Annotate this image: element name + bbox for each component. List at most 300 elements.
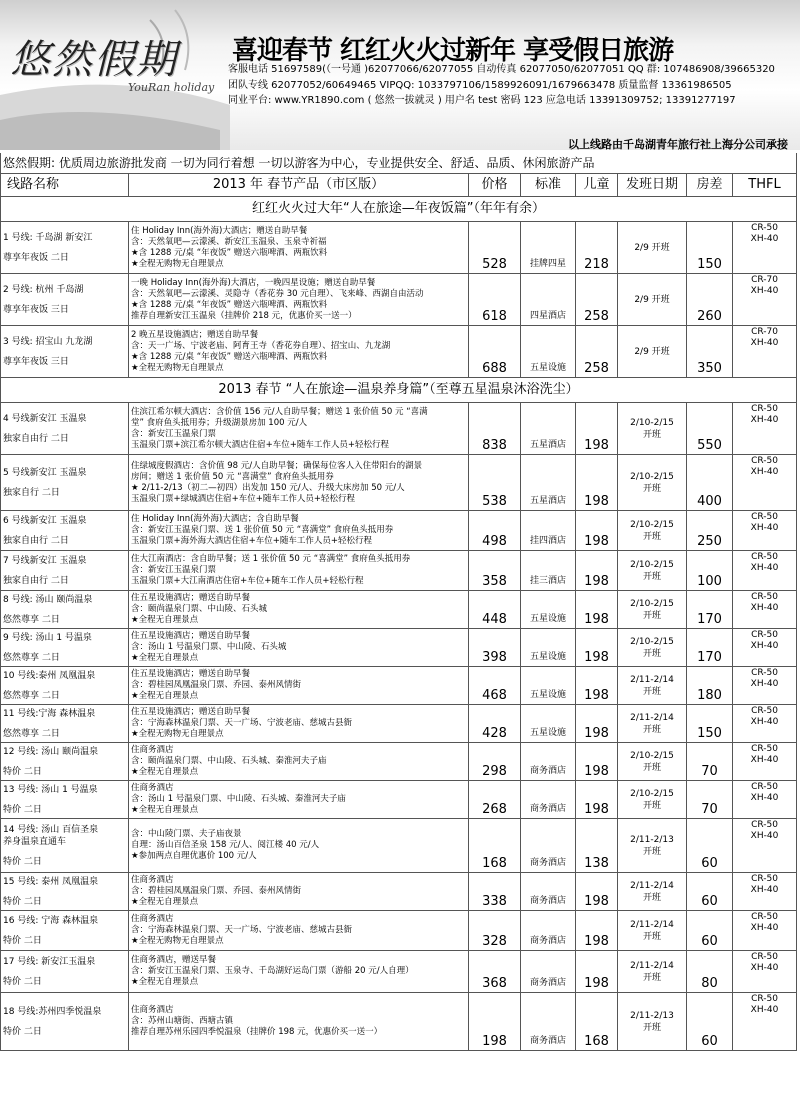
date-line: 开班 [642,931,661,942]
thfl-value: CR-50 [751,404,778,414]
thfl-cell [733,551,797,591]
route-type: 特价 二日 [3,976,42,987]
thfl-cell [733,951,797,993]
thfl-cell [733,629,797,667]
date-line: 2/11-2/14 [630,880,674,891]
thfl-value: XH-40 [750,755,779,765]
route-name: 15 号线: 泰州 凤凰温泉 [3,876,99,887]
route-type: 特价 二日 [3,766,42,777]
section-header-row [1,378,797,403]
date-line: 2/11-2/14 [630,674,674,685]
detail-line: 含：新安江玉温泉门票、送 1 张价值 50 元 “喜满堂” 食府鱼头抵用券 [131,525,394,535]
detail-line: ★全程无自理景点 [131,691,199,701]
route-type: 尊享年夜饭 二日 [3,252,69,263]
detail-line: 含：碧桂园凤凰温泉门票、乔园、泰州风情街 [131,680,302,690]
route-name-cell [1,629,129,667]
route-name-cell [1,274,129,326]
thfl-cell [733,511,797,551]
route-type: 尊享年夜饭 三日 [3,356,69,367]
price-value: 538 [469,455,521,511]
logo [10,28,225,118]
standard-value: 商务酒店 [521,951,576,993]
table-row [1,629,797,667]
section-title: 2013 春节 “人在旅途—温泉养身篇”（至尊五星温泉沐浴洗尘） [1,378,797,403]
child-price-value: 198 [576,551,618,591]
contact-info [228,62,775,109]
detail-line: 推荐自理新安江玉温泉（挂牌价 218 元，优惠价买一送一） [131,310,357,321]
route-name: 18 号线:苏州四季悦温泉 [3,1006,102,1017]
thfl-value: XH-40 [750,885,779,895]
detail-line: ★全程无购物无自理景点 [131,936,224,946]
date-line: 开班 [642,648,661,659]
price-value: 498 [469,511,521,551]
route-type: 特价 二日 [3,856,42,867]
info-row: 团队专线 62077052/60649465 VIPQQ: 1033797106/1589926091/1679663478 质量监督 13361986505 [228,79,732,91]
detail-line: 含：苏州山塘街、西塘古镇 [131,1016,234,1026]
detail-line: 含：天然氧吧—云濛溪、新安江玉温泉、玉泉寺祈福 [131,236,327,247]
standard-value: 商务酒店 [521,993,576,1051]
thfl-value: XH-40 [750,415,779,425]
banner-row [1,153,797,174]
table-row [1,743,797,781]
price-value: 328 [469,911,521,951]
route-name: 3 号线: 招宝山 九龙湖 [3,336,93,347]
col-child: 儿童 [576,174,618,197]
route-name: 7 号线新安江 玉温泉 [3,555,87,566]
route-type: 悠然尊享 二日 [3,652,60,663]
child-price-value: 198 [576,911,618,951]
detail-line: 住滨江希尔顿大酒店：含价值 156 元/人自助早餐；赠送 1 张价值 50 元 “喜满 [131,406,428,417]
detail-line: 住 Holiday Inn(海外海)大酒店；含自助早餐 [131,514,299,524]
route-name: 13 号线: 汤山 1 号温泉 [3,784,98,795]
date-line: 2/10-2/15 [630,788,674,799]
child-price-value: 258 [576,274,618,326]
detail-line: 自理：汤山百信圣泉 158 元/人、阅江楼 40 元/人 [131,840,320,850]
room-diff-value: 70 [687,743,733,781]
detail-line: 玉温泉门票+大江南酒店住宿+车位+随车工作人员+轻松行程 [131,576,364,586]
standard-value: 五星酒店 [521,403,576,455]
departure-date-cell [618,911,687,951]
date-line: 2/11-2/13 [630,1010,674,1021]
date-line: 开班 [642,800,661,811]
thfl-value: XH-40 [750,286,779,296]
route-details-cell [129,274,469,326]
thfl-value: CR-50 [751,744,778,754]
detail-line: 玉温泉门票+绿城酒店住宿+车位+随车工作人员+轻松行程 [131,493,355,504]
route-name: 14 号线: 汤山 百信圣泉 [3,824,99,835]
standard-value: 五星设施 [521,705,576,743]
route-name-cell [1,819,129,873]
departure-date-cell [618,403,687,455]
route-details-cell [129,911,469,951]
standard-value: 五星设施 [521,667,576,705]
date-line: 开班 [642,483,661,494]
date-line: 开班 [642,892,661,903]
route-name-cell [1,455,129,511]
route-details-cell [129,873,469,911]
route-type: 独家自由行 二日 [3,575,69,586]
route-name: 2 号线: 杭州 千岛湖 [3,284,84,295]
section-title: 红红火火过大年“人在旅途—年夜饭篇”（年年有余） [1,197,797,222]
departure-date-cell [618,511,687,551]
info-row: 客服电话 51697589(（一号通 )62077066/62077055 自动传真 62077050/62077051 QQ 群: 107486908/39665320 [228,64,775,75]
child-price-value: 198 [576,705,618,743]
table-row [1,591,797,629]
standard-value: 四星酒店 [521,274,576,326]
child-price-value: 218 [576,222,618,274]
standard-value: 五星设施 [521,629,576,667]
departure-date-cell [618,222,687,274]
detail-line: 房间；赠送 1 张价值 50 元 “喜满堂” 食府鱼头抵用券 [131,471,334,482]
price-value: 618 [469,274,521,326]
table-row [1,274,797,326]
route-name-cell [1,326,129,378]
detail-line: ★含 1288 元/桌 “年夜饭” 赠送六瓶啤酒、两瓶饮料 [131,247,328,258]
route-type: 特价 二日 [3,804,42,815]
route-type: 独家自行 二日 [3,487,60,498]
detail-line: ★全程无自理景点 [131,615,199,625]
thfl-cell [733,274,797,326]
headline: 喜迎春节 红红火火过新年 享受假日旅游 [232,36,674,66]
route-name: 12 号线: 汤山 颐尚温泉 [3,746,99,757]
date-line: 2/11-2/14 [630,712,674,723]
price-value: 298 [469,743,521,781]
header [0,0,800,150]
route-type: 特价 二日 [3,896,42,907]
date-line: 2/10-2/15 [630,519,674,530]
date-line: 开班 [642,846,661,857]
date-line: 2/10-2/15 [630,598,674,609]
thfl-cell [733,326,797,378]
detail-line: ★参加两点自理优惠价 100 元/人 [131,851,257,861]
col-thfl: THFL [733,174,797,197]
table-row [1,781,797,819]
thfl-value: XH-40 [750,523,779,533]
route-name-cell [1,222,129,274]
route-details-cell [129,629,469,667]
detail-line: 含：宁海森林温泉门票、天一广场、宁波老庙、慈城古县衙 [131,718,353,728]
route-name: 4 号线新安江 玉温泉 [3,413,87,424]
detail-line: 一晚 Holiday Inn(海外海)大酒店，一晚四星设施；赠送自助早餐 [131,277,376,288]
room-diff-value: 400 [687,455,733,511]
price-value: 168 [469,819,521,873]
date-line: 开班 [642,531,661,542]
header-row [1,174,797,197]
detail-line: 住商务酒店 [131,783,174,793]
room-diff-value: 60 [687,819,733,873]
standard-value: 商务酒店 [521,743,576,781]
route-type: 悠然尊享 二日 [3,728,60,739]
price-value: 368 [469,951,521,993]
route-details-cell [129,819,469,873]
detail-line: 住五星设施酒店；赠送自助早餐 [131,669,251,679]
route-name: 10 号线:泰州 凤凰温泉 [3,670,96,681]
route-details-cell [129,951,469,993]
detail-line: 含：天然氧吧—云濛溪、灵隐寺（香花券 30 元自理）、飞来峰、西湖自由活动 [131,288,424,299]
route-type: 特价 二日 [3,935,42,946]
detail-line: 玉温泉门票+海外海大酒店住宿+车位+随车工作人员+轻松行程 [131,536,372,546]
departure-date-cell [618,667,687,705]
route-details-cell [129,222,469,274]
route-name: 16 号线: 宁海 森林温泉 [3,915,99,926]
detail-line: ★全程无自理景点 [131,897,199,907]
departure-date-cell [618,551,687,591]
thfl-value: XH-40 [750,641,779,651]
route-name-cell [1,591,129,629]
route-name: 5 号线新安江 玉温泉 [3,467,87,478]
standard-value: 商务酒店 [521,819,576,873]
child-price-value: 198 [576,403,618,455]
detail-line: 含：天一广场、宁波老庙、阿育王寺（香花券自理）、招宝山、九龙湖 [131,340,391,351]
room-diff-value: 350 [687,326,733,378]
date-line: 2/10-2/15 [630,636,674,647]
departure-date-cell [618,781,687,819]
thfl-value: XH-40 [750,563,779,573]
detail-line: ★全程无购物无自理景点 [131,362,224,373]
table-row [1,911,797,951]
departure-date-cell [618,743,687,781]
thfl-cell [733,993,797,1051]
route-details-cell [129,591,469,629]
standard-value: 挂三酒店 [521,551,576,591]
date-line: 开班 [642,429,661,440]
date-line: 开班 [642,972,661,983]
detail-line: 住商务酒店 [131,745,174,755]
departure-date-cell [618,993,687,1051]
child-price-value: 258 [576,326,618,378]
room-diff-value: 100 [687,551,733,591]
col-name: 线路名称 [1,174,129,197]
operator-notice: 以上线路由千岛湖青年旅行社上海分公司承接 [568,138,788,150]
thfl-value: XH-40 [750,923,779,933]
price-value: 468 [469,667,521,705]
date-line: 2/10-2/15 [630,417,674,428]
route-type: 特价 二日 [3,1026,42,1037]
price-value: 338 [469,873,521,911]
thfl-cell [733,781,797,819]
thfl-value: CR-70 [751,275,778,285]
detail-line: 含：汤山 1 号温泉门票、中山陵、石头城、秦淮河夫子庙 [131,794,346,804]
detail-line: ★含 1288 元/桌 “年夜饭” 赠送六瓶啤酒、两瓶饮料 [131,299,328,310]
table-row [1,455,797,511]
departure-date-cell [618,819,687,873]
col-price: 价格 [469,174,521,197]
date-line: 2/9 开班 [634,242,670,253]
route-name: 11 号线:宁海 森林温泉 [3,708,96,719]
thfl-value: CR-50 [751,952,778,962]
detail-line: 含：颐尚温泉门票、中山陵、石头城、秦淮河夫子庙 [131,756,327,766]
banner-text: 悠然假期: 优质周边旅游批发商 一切为同行着想 一切以游客为中心，专业提供安全、舒适、品质、休闲旅游产品 [1,153,797,174]
room-diff-value: 150 [687,222,733,274]
route-details-cell [129,993,469,1051]
thfl-cell [733,455,797,511]
product-table [0,153,797,1051]
detail-line: 住商务酒店 [131,914,174,924]
thfl-value: CR-50 [751,630,778,640]
thfl-cell [733,705,797,743]
thfl-cell [733,222,797,274]
route-details-cell [129,511,469,551]
room-diff-value: 250 [687,511,733,551]
route-name-cell [1,911,129,951]
child-price-value: 198 [576,455,618,511]
thfl-cell [733,873,797,911]
price-value: 198 [469,993,521,1051]
price-value: 838 [469,403,521,455]
thfl-value: XH-40 [750,467,779,477]
table-row [1,993,797,1051]
thfl-value: XH-40 [750,603,779,613]
detail-line: 含：碧桂园凤凰温泉门票、乔园、泰州风情街 [131,886,302,896]
detail-line: 住五星设施酒店；赠送自助早餐 [131,707,251,717]
route-name-cell [1,511,129,551]
route-details-cell [129,743,469,781]
section-header-row [1,197,797,222]
thfl-value: CR-50 [751,456,778,466]
child-price-value: 198 [576,743,618,781]
room-diff-value: 550 [687,403,733,455]
table-row [1,819,797,873]
route-details-cell [129,551,469,591]
route-name-cell [1,743,129,781]
detail-line: 住商务酒店 [131,875,174,885]
price-value: 448 [469,591,521,629]
detail-line: 推荐自理苏州乐园四季悦温泉（挂牌价 198 元，优惠价买一送一） [131,1027,383,1037]
room-diff-value: 150 [687,705,733,743]
date-line: 2/9 开班 [634,346,670,357]
thfl-value: XH-40 [750,234,779,244]
col-date: 发班日期 [618,174,687,197]
route-name-cell [1,705,129,743]
price-value: 398 [469,629,521,667]
thfl-cell [733,819,797,873]
date-line: 2/11-2/14 [630,960,674,971]
detail-line: 含：中山陵门票、夫子庙夜景 [131,829,242,839]
route-name-cell [1,873,129,911]
route-details-cell [129,403,469,455]
table-row [1,511,797,551]
detail-line: 含：新安江玉温泉门票 [131,428,217,439]
thfl-value: CR-50 [751,592,778,602]
date-line: 开班 [642,724,661,735]
table-row [1,951,797,993]
thfl-value: CR-50 [751,223,778,233]
departure-date-cell [618,873,687,911]
table-row [1,403,797,455]
detail-line: 住五星设施酒店；赠送自助早餐 [131,593,251,603]
room-diff-value: 180 [687,667,733,705]
logo-text: 悠然假期 [10,37,178,83]
departure-date-cell [618,326,687,378]
date-line: 开班 [642,610,661,621]
route-name-cell [1,781,129,819]
standard-value: 商务酒店 [521,781,576,819]
route-type: 独家自由行 二日 [3,433,69,444]
table-row [1,326,797,378]
route-name: 6 号线新安江 玉温泉 [3,515,87,526]
room-diff-value: 260 [687,274,733,326]
date-line: 开班 [642,686,661,697]
departure-date-cell [618,455,687,511]
detail-line: ★ 2/11-2/13（初二—初四）出发加 150 元/人、升级大床房加 50 元/人 [131,482,405,493]
standard-value: 挂四酒店 [521,511,576,551]
thfl-value: CR-50 [751,706,778,716]
detail-line: 含：颐尚温泉门票、中山陵、石头城 [131,604,268,614]
date-line: 2/9 开班 [634,294,670,305]
price-value: 428 [469,705,521,743]
detail-line: ★全程无自理景点 [131,805,199,815]
route-type: 悠然尊享 二日 [3,614,60,625]
room-diff-value: 170 [687,629,733,667]
thfl-cell [733,403,797,455]
departure-date-cell [618,591,687,629]
col-product: 2013 年 春节产品（市区版） [129,174,469,197]
detail-line: 住商务酒店 [131,1005,174,1015]
standard-value: 商务酒店 [521,911,576,951]
departure-date-cell [618,629,687,667]
detail-line: 含：新安江玉温泉门票 [131,565,217,575]
room-diff-value: 70 [687,781,733,819]
detail-line: ★全程无自理景点 [131,977,199,987]
detail-line: 堂” 食府鱼头抵用券；升级湖景房加 100 元/人 [131,417,308,428]
route-type: 尊享年夜饭 三日 [3,304,69,315]
date-line: 2/11-2/14 [630,919,674,930]
date-line: 开班 [642,762,661,773]
route-name: 8 号线: 汤山 颐尚温泉 [3,594,93,605]
route-details-cell [129,326,469,378]
room-diff-value: 170 [687,591,733,629]
child-price-value: 198 [576,591,618,629]
room-diff-value: 60 [687,873,733,911]
child-price-value: 198 [576,951,618,993]
table-row [1,551,797,591]
price-value: 688 [469,326,521,378]
child-price-value: 198 [576,629,618,667]
thfl-value: CR-50 [751,994,778,1004]
thfl-value: CR-50 [751,912,778,922]
detail-line: ★全程无自理景点 [131,653,199,663]
thfl-value: CR-70 [751,327,778,337]
departure-date-cell [618,274,687,326]
room-diff-value: 60 [687,993,733,1051]
route-details-cell [129,667,469,705]
detail-line: 住商务酒店，赠送早餐 [131,955,217,965]
child-price-value: 138 [576,819,618,873]
detail-line: 住大江南酒店：含自助早餐；送 1 张价值 50 元 “喜满堂” 食府鱼头抵用券 [131,554,411,564]
thfl-value: CR-50 [751,552,778,562]
detail-line: ★含 1288 元/桌 “年夜饭” 赠送六瓶啤酒、两瓶饮料 [131,351,328,362]
route-type: 独家自由行 二日 [3,535,69,546]
child-price-value: 168 [576,993,618,1051]
thfl-value: CR-50 [751,874,778,884]
thfl-value: CR-50 [751,512,778,522]
route-details-cell [129,705,469,743]
thfl-value: XH-40 [750,963,779,973]
standard-value: 五星酒店 [521,455,576,511]
thfl-value: CR-50 [751,820,778,830]
child-price-value: 198 [576,511,618,551]
route-name: 1 号线: 千岛湖 新安江 [3,232,93,243]
thfl-value: CR-50 [751,782,778,792]
date-line: 2/10-2/15 [630,471,674,482]
route-name: 9 号线: 汤山 1 号温泉 [3,632,92,643]
route-name: 17 号线: 新安江玉温泉 [3,956,96,967]
departure-date-cell [618,951,687,993]
route-name-cell [1,951,129,993]
col-standard: 标准 [521,174,576,197]
logo-subtitle: YouRan holiday [128,81,215,94]
route-name-cell [1,551,129,591]
